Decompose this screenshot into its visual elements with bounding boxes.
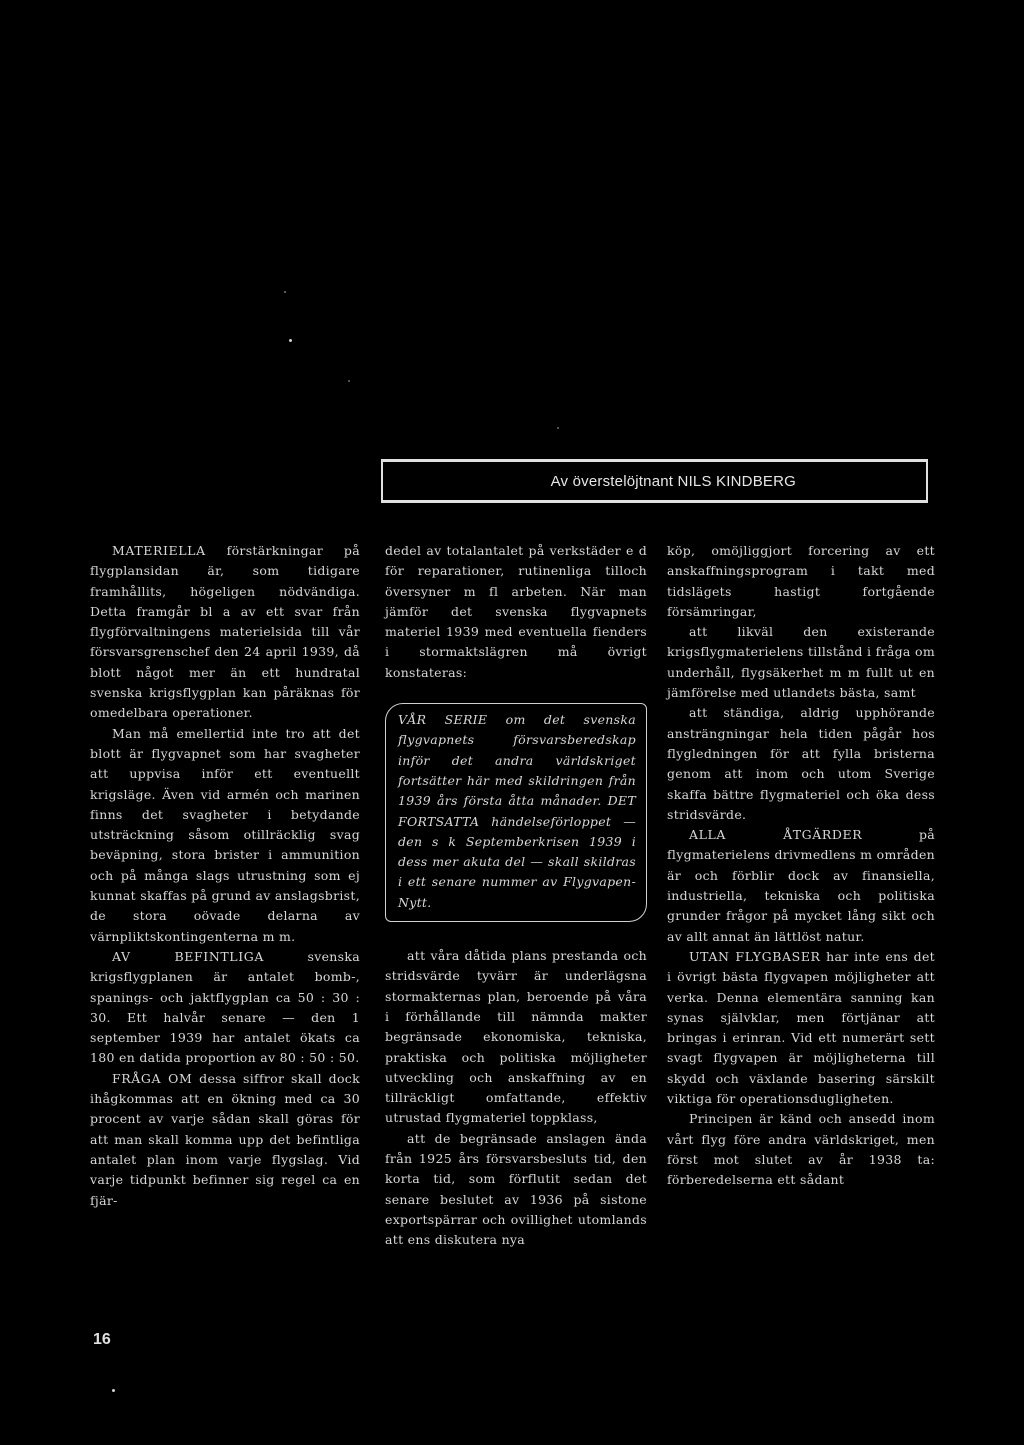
paragraph: [667, 825, 935, 947]
paragraph-lead: UTAN FLYGBASER: [689, 948, 821, 964]
paragraph: [90, 724, 360, 947]
paragraph-text: har inte ens det i övrigt bästa flygvapen möjligheter att verka. Denna elementära sanning kan synas självklar, men förtjänar att bringas i erinran. Vid ett numerärt sett svagt flygvapen är möjligheterna till skydd och växlande basering särskilt viktiga för operationsdugligheten.: [667, 948, 935, 1107]
paragraph: dedel av totalantalet på verkstäder e d för reparationer, rutinenliga tilloch översyner m fl arbeten. När man jämför det svenska flygvapnets materiel 1939 med eventuella fienders i stormaktslägren må övrigt konstateras:: [385, 543, 647, 680]
paragraph-lead: FRÅGA OM: [112, 1070, 193, 1086]
paragraph-text: förstärkningar på flygplansidan är, som tidigare framhållits, högeligen nödvändiga. Detta framgår bl a av ett svar från flygförvaltningens materielsida till vår försvarsgrenschef den 24 april 1939, då blott något mer än ett hundratal svenska krigsflygplan kan påräknas för omedelbara operationer.: [90, 543, 360, 721]
paragraph-text: Principen är känd och ansedd inom vårt flyg före andra världskriget, men först mot slutet av år 1938 ta: förberedelserna ett sådant: [667, 1111, 935, 1188]
paragraph-text: Man må emellertid inte tro att det blott är flygvapnet som har svagheter att uppvisa inför ett eventuellt krigsläge. Även vid armén och marinen finns det svagheter i betydande utsträckning såsom otillräcklig svag beväpning, stora brister i ammunition och på många slags utrustning som ej kunnat skaffas på grund av anslagsbrist, de stora oövade delarna av värnpliktskontingenterna m m.: [90, 725, 360, 944]
speck-mark: [289, 339, 292, 342]
speck-mark: [348, 380, 350, 382]
speck-mark: [112, 1389, 115, 1392]
series-note-box: [385, 703, 647, 922]
paragraph: [90, 947, 360, 1069]
speck-mark: [557, 427, 559, 429]
paragraph: att våra dåtida plans prestanda och stridsvärde tyvärr är underlägsna stormakternas plan, beroende på våra i förhållande till nämnda makter begränsade ekonomiska, tekniska, praktiska och politiska möjligheter utveckling och anskaffning av en tillräckligt omfattande, effektiv utrustad flygmateriel toppklass,: [385, 948, 647, 1126]
paragraph-text: dessa siffror skall dock ihågkommas att en ökning med ca 30 procent av varje sådan skall göras för att man skall komma upp det befintliga antalet plan inom varje flygslag. Vid varje tidpunkt befinner sig regel ca en fjär-: [90, 1070, 360, 1208]
column-1: [90, 541, 360, 1211]
paragraph-lead: MATERIELLA: [112, 543, 206, 558]
paragraph-text: att likväl den existerande krigsflygmaterielens tillstånd i fråga om underhåll, flygsäkerhet m m fullt ut en jämförelse med utlandets bästa, samt: [667, 624, 935, 701]
page-number: 16: [93, 1331, 111, 1348]
paragraph-text: på flygmaterielens drivmedlens m områden är och förblir dock av finansiella, industriella, tekniska och politiska grunder frågor på mycket lång sikt och av allt annat än lättlöst natur.: [667, 827, 936, 944]
paragraph-text: att ständiga, aldrig upphörande ansträngningar hela tiden pågår hos flygledningen för att fylla bristerna genom att inom och utom Sverige skaffa bättre flygmateriel och öka dess stridsvärde.: [667, 705, 935, 822]
byline-box: [381, 459, 928, 503]
byline: Av överstelöjtnant NILS KINDBERG: [550, 473, 796, 490]
paragraph-text: svenska krigsflygplanen är antalet bomb-, spanings- och jaktflygplan ca 50 : 30 : 30. Ett halvår senare — den 1 september 1939 har antalet ökats ca 180 en datida proportion av 80 : 50 : 50.: [90, 948, 360, 1066]
column-2: [385, 541, 647, 1251]
series-note-text: VÅR SERIE om det svenska flygvapnets försvarsberedskap inför det andra världskriget fortsätter här med skildringen från 1939 års första åtta månader. DET FORTSATTA händelseförloppet — den s k Septemberkrisen 1939 i dess mer akuta del — skall skildras i ett senare nummer av Flygvapen-Nytt.: [398, 712, 636, 910]
paragraph: [667, 947, 935, 1109]
paragraph: [90, 1069, 360, 1211]
paragraph: [667, 703, 935, 825]
column-3: [667, 541, 935, 1191]
paragraph: [667, 1109, 935, 1190]
paragraph: [90, 541, 360, 724]
paragraph-lead: AV BEFINTLIGA: [112, 948, 264, 964]
paragraph: [667, 541, 935, 622]
paragraph-text: köp, omöjliggjort forcering av ett anskaffningsprogram i takt med tidslägets hastigt fortgående försämringar,: [667, 543, 935, 619]
paragraph: att de begränsade anslagen ända från 1925 års försvarsbesluts tid, den korta tid, som förflutit sedan det senare beslutet av 1936 på sistone exportspärrar och ovillighet utomlands att ens diskutera nya: [385, 1130, 647, 1248]
speck-mark: [284, 291, 286, 293]
paragraph: [667, 622, 935, 703]
paragraph-lead: ALLA ÅTGÄRDER: [689, 827, 863, 843]
